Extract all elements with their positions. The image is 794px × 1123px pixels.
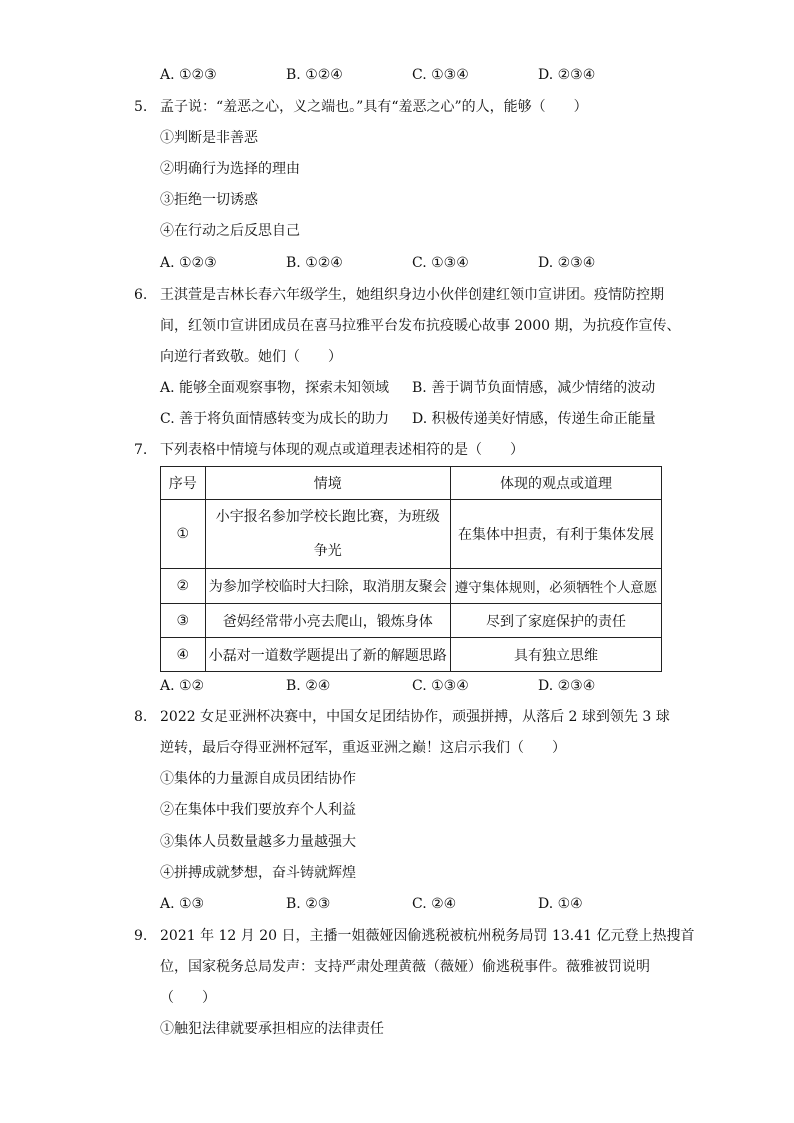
q8-item-4: ④拼搏成就梦想，奋斗铸就辉煌 [160, 865, 356, 881]
table-row [161, 604, 662, 638]
q4-option-c[interactable]: C. ①③④ [412, 67, 469, 83]
q9-stem-line-1: 2021 年 12 月 20 日，主播一姐薇娅因偷逃税被杭州税务局罚 13.41 亿元登上热搜首 [160, 928, 695, 944]
table-cell-situation: 爸妈经常带小亮去爬山，锻炼身体 [205, 604, 450, 638]
table-header-row [161, 467, 662, 500]
q5-item-4: ④在行动之后反思自己 [160, 223, 300, 239]
table-cell-viewpoint: 具有独立思维 [451, 638, 662, 672]
q5-number: 5. [134, 99, 148, 115]
q5-option-b[interactable]: B. ①②④ [286, 255, 343, 271]
q7-option-c[interactable]: C. ①③④ [412, 678, 469, 694]
table-cell-situation: 为参加学校临时大扫除，取消朋友聚会 [205, 569, 450, 604]
table-header-index: 序号 [161, 467, 206, 500]
q7-table [160, 466, 662, 672]
q7-option-b[interactable]: B. ②④ [286, 678, 331, 694]
q8-item-2: ②在集体中我们要放弃个人利益 [160, 802, 356, 818]
table-cell-situation: 小宇报名参加学校长跑比赛，为班级争光 [205, 500, 450, 569]
q5-item-1: ①判断是非善恶 [160, 130, 258, 146]
q4-option-b[interactable]: B. ①②④ [286, 67, 343, 83]
q6-option-a[interactable]: A. 能够全面观察事物，探索未知领域 [160, 380, 390, 396]
table-row [161, 569, 662, 604]
table-header-situation: 情境 [205, 467, 450, 500]
q6-stem-line-1: 王淇萱是吉林长春六年级学生，她组织身边小伙伴创建红领巾宣讲团。疫情防控期 [160, 287, 664, 303]
q6-number: 6. [134, 287, 148, 303]
table-cell-viewpoint: 尽到了家庭保护的责任 [451, 604, 662, 638]
q5-option-c[interactable]: C. ①③④ [412, 255, 469, 271]
q5-stem: 孟子说：“羞恶之心，义之端也。”具有“羞恶之心”的人，能够（ ） [160, 99, 588, 115]
q6-option-d[interactable]: D. 积极传递美好情感，传递生命正能量 [412, 411, 656, 427]
q7-number: 7. [134, 442, 148, 458]
table-cell-index: ④ [161, 638, 206, 672]
q5-item-3: ③拒绝一切诱惑 [160, 192, 258, 208]
q8-number: 8. [134, 709, 148, 725]
q9-stem-line-2: 位，国家税务总局发声：支持严肃处理黄薇（薇娅）偷逃税事件。薇雅被罚说明 [160, 959, 650, 975]
table-cell-situation: 小磊对一道数学题提出了新的解题思路 [205, 638, 450, 672]
table-row [161, 500, 662, 569]
q6-stem-line-3: 向逆行者致敬。她们（ ） [160, 349, 342, 365]
q4-option-a[interactable]: A. ①②③ [160, 67, 217, 83]
q6-option-b[interactable]: B. 善于调节负面情感，减少情绪的波动 [412, 380, 656, 396]
q9-item-1: ①触犯法律就要承担相应的法律责任 [160, 1021, 384, 1037]
q8-option-a[interactable]: A. ①③ [160, 896, 205, 912]
q5-item-2: ②明确行为选择的理由 [160, 161, 300, 177]
q8-option-b[interactable]: B. ②③ [286, 896, 331, 912]
q8-stem-line-1: 2022 女足亚洲杯决赛中，中国女足团结协作，顽强拼搏，从落后 2 球到领先 3 球 [160, 709, 670, 725]
q8-item-1: ①集体的力量源自成员团结协作 [160, 771, 356, 787]
q5-option-a[interactable]: A. ①②③ [160, 255, 217, 271]
q5-option-d[interactable]: D. ②③④ [538, 255, 596, 271]
table-cell-index: ③ [161, 604, 206, 638]
q4-option-d[interactable]: D. ②③④ [538, 67, 596, 83]
table-row [161, 638, 662, 672]
q8-option-c[interactable]: C. ②④ [412, 896, 457, 912]
q9-number: 9. [134, 928, 148, 944]
table-cell-index: ② [161, 569, 206, 604]
table-cell-viewpoint: 在集体中担责，有利于集体发展 [451, 500, 662, 569]
q7-option-d[interactable]: D. ②③④ [538, 678, 596, 694]
q8-option-d[interactable]: D. ①④ [538, 896, 583, 912]
q6-stem-line-2: 间，红领巾宣讲团成员在喜马拉雅平台发布抗疫暖心故事 2000 期，为抗疫作宣传、 [160, 318, 681, 334]
q8-stem-line-2: 逆转，最后夺得亚洲杯冠军，重返亚洲之巅！这启示我们（ ） [160, 740, 566, 756]
q9-stem-line-3: （ ） [160, 990, 216, 1006]
table-cell-viewpoint: 遵守集体规则，必须牺牲个人意愿 [451, 569, 662, 604]
q8-item-3: ③集体人员数量越多力量越强大 [160, 834, 356, 850]
q7-option-a[interactable]: A. ①② [160, 678, 205, 694]
q6-option-c[interactable]: C. 善于将负面情感转变为成长的助力 [160, 411, 390, 427]
table-header-viewpoint: 体现的观点或道理 [451, 467, 662, 500]
table-cell-index: ① [161, 500, 206, 569]
q7-stem: 下列表格中情境与体现的观点或道理表述相符的是（ ） [160, 442, 524, 458]
